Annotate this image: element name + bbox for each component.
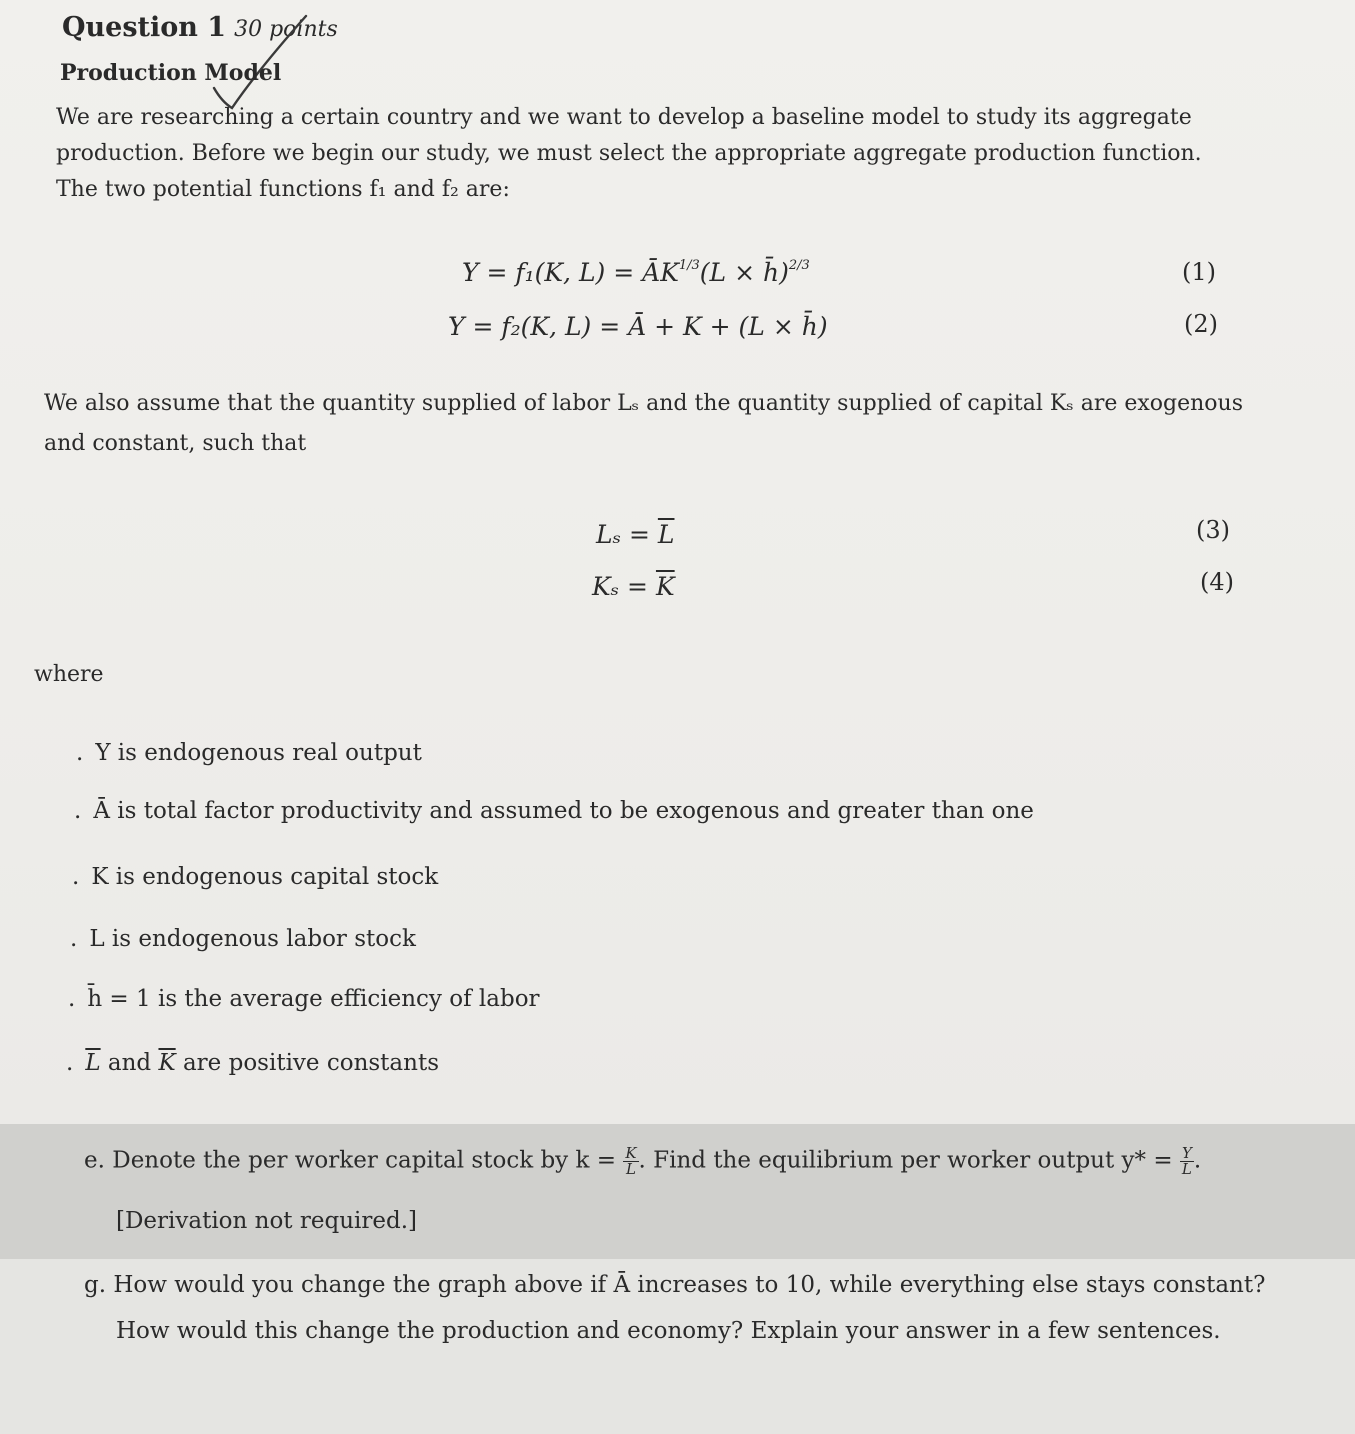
list-item — [70, 926, 416, 952]
list-item — [76, 740, 422, 766]
list-item-text: L is endogenous labor stock — [89, 926, 416, 952]
fraction-denominator: L — [625, 1160, 636, 1178]
question-g-line-1: How would you change the graph above if Ā increases to 10, while everything else stays constant? — [113, 1272, 1266, 1298]
equation-3-number: (3) — [1196, 516, 1230, 544]
equation-3 — [596, 520, 674, 549]
constant-k-bar: $\overline{K}$ — [158, 1050, 176, 1076]
fraction-numerator: Y — [1180, 1146, 1194, 1162]
question-e-text-2: . Find the equilibrium per worker output y* = — [638, 1147, 1180, 1174]
question-g-line-2: How would this change the production and economy? Explain your answer in a few sentences. — [116, 1318, 1221, 1344]
assumption-paragraph: We also assume that the quantity supplied of labor Lₛ and the quantity supplied of capital Kₛ are exogenous and constant, such that — [44, 391, 1243, 456]
equation-4 — [592, 572, 675, 601]
intro-paragraph: We are researching a certain country and we want to develop a baseline model to study its aggregate production. Before we begin our study, we must select the appropriate aggregate production function. The two potential functions f₁ and f₂ are: — [56, 105, 1202, 202]
bullet-dot: . — [74, 798, 82, 824]
equation-4-lhs: Kₛ = — [592, 572, 656, 601]
equation-4-rhs: $\overline{K}$ — [655, 572, 675, 601]
equation-1-exponent-2: 2/3 — [788, 258, 810, 273]
equation-3-rhs: $\overline{L}$ — [657, 520, 675, 549]
list-item — [66, 1050, 439, 1076]
list-item — [72, 864, 438, 890]
bullet-dot: . — [66, 1050, 74, 1076]
question-e-text-1: Denote the per worker capital stock by k = — [112, 1147, 624, 1174]
conjunction-and: and — [107, 1050, 152, 1076]
fraction-numerator: K — [625, 1144, 637, 1162]
fraction-denominator: L — [1181, 1160, 1192, 1178]
list-item — [68, 986, 540, 1012]
equation-1-exponent-1: 1/3 — [678, 258, 700, 273]
equation-1 — [462, 258, 810, 287]
question-g — [84, 1272, 1265, 1298]
question-e-label: e. — [84, 1147, 105, 1174]
question-e-text-3: . — [1193, 1147, 1202, 1174]
equation-2: Y = f₂(K, L) = Ā + K + (L × h̄) — [448, 312, 828, 341]
bullet-dot: . — [72, 864, 80, 890]
equation-1-lhs: Y = f₁(K, L) = ĀK — [462, 258, 679, 287]
question-e-note: [Derivation not required.] — [116, 1208, 417, 1234]
question-points: 30 points — [234, 17, 338, 42]
where-label: where — [34, 662, 104, 687]
question-e-section — [0, 1124, 1355, 1259]
list-item-text: Ā is total factor productivity and assumed to be exogenous and greater than one — [93, 798, 1034, 824]
question-e — [84, 1146, 1201, 1177]
question-g-label: g. — [84, 1272, 107, 1298]
list-item — [74, 798, 1034, 824]
list-item-text: Y is endogenous real output — [95, 740, 422, 766]
list-item-text: are positive constants — [182, 1050, 440, 1076]
bullet-dot: . — [76, 740, 84, 766]
fraction-y-over-l — [1180, 1146, 1194, 1177]
equation-4-number: (4) — [1200, 568, 1234, 596]
equation-3-lhs: Lₛ = — [596, 520, 658, 549]
section-subtitle: Production Model — [60, 60, 282, 86]
bullet-dot: . — [68, 986, 76, 1012]
list-item-text: h̄ = 1 is the average efficiency of labor — [87, 986, 540, 1012]
list-item-text: K is endogenous capital stock — [91, 864, 439, 890]
fraction-k-over-l — [623, 1146, 638, 1177]
constant-l-bar: $\overline{L}$ — [85, 1050, 101, 1076]
equation-1-middle: (L × h̄) — [699, 258, 789, 287]
equation-1-number: (1) — [1182, 258, 1216, 286]
equation-2-number: (2) — [1184, 310, 1218, 338]
question-number: Question 1 — [62, 12, 227, 43]
bullet-dot: . — [70, 926, 78, 952]
